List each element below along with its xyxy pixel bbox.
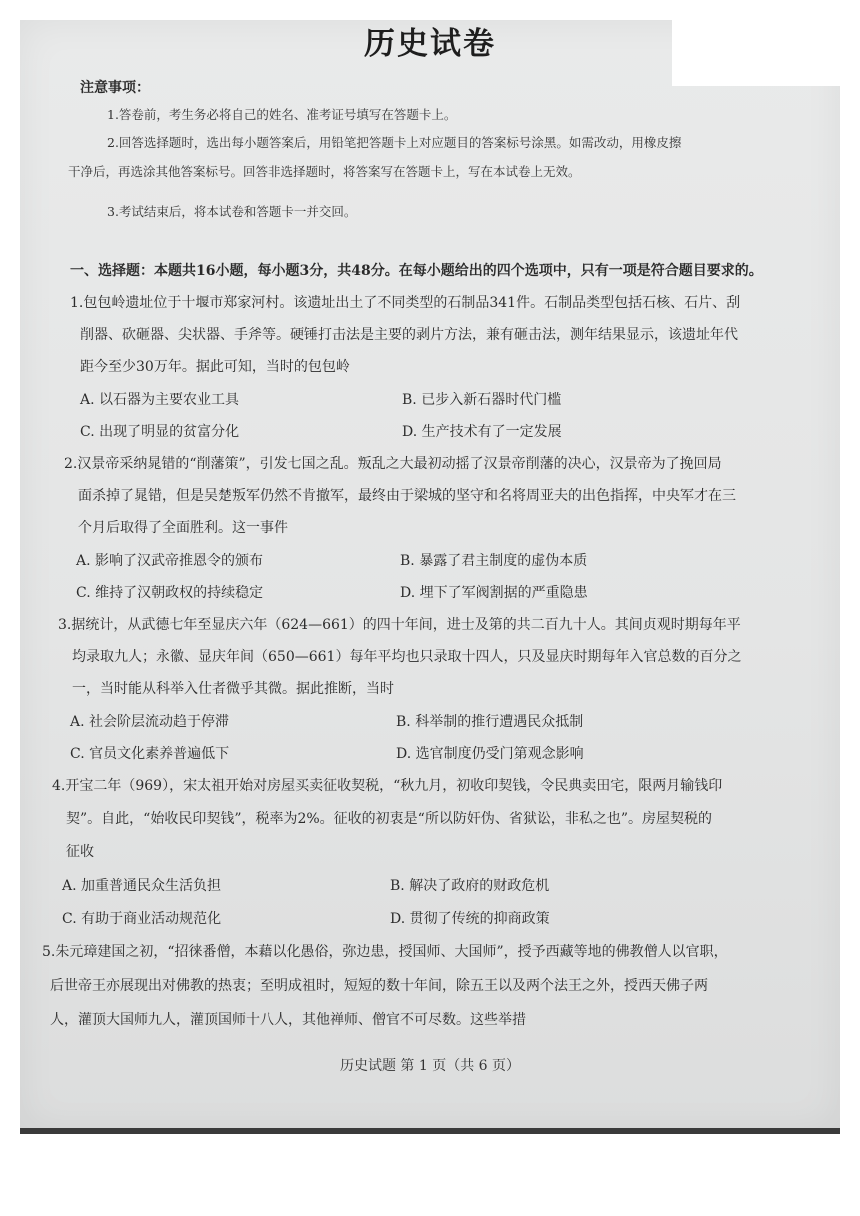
question-1-option-c: C. 出现了明显的贫富分化 [80, 424, 240, 440]
question-3-option-b: B. 科举制的推行遭遇民众抵制 [396, 714, 584, 730]
section-heading: 一、选择题：本题共16小题，每小题3分，共48分。在每小题给出的四个选项中，只有一项是符合题目要求的。 [70, 263, 763, 279]
notice-heading: 注意事项： [80, 80, 150, 96]
question-3-line-3: 一，当时能从科举入仕者微乎其微。据此推断，当时 [72, 681, 394, 697]
question-1-option-d: D. 生产技术有了一定发展 [402, 424, 562, 440]
question-5-line-3: 人，灌顶大国师九人，灌顶国师十八人，其他禅师、僧官不可尽数。这些举措 [50, 1012, 526, 1028]
question-4-line-1: 4.开宝二年（969），宋太祖开始对房屋买卖征收契税，“秋九月，初收印契钱，令民典卖田宅，限两月输钱印 [52, 778, 723, 794]
question-2-line-1: 2.汉景帝采纳晁错的“削藩策”，引发七国之乱。叛乱之大最初动摇了汉景帝削藩的决心，汉景帝为了挽回局 [64, 456, 722, 472]
question-1-line-1: 1.包包岭遗址位于十堰市郑家河村。该遗址出土了不同类型的石制品341件。石制品类型包括石核、石片、刮 [70, 295, 741, 311]
notice-line-1: 1.答卷前，考生务必将自己的姓名、准考证号填写在答题卡上。 [107, 107, 457, 122]
question-3-line-1: 3.据统计，从武德七年至显庆六年（624—661）的四十年间，进士及第的共二百九十人。其间贞观时期每年平 [58, 617, 741, 633]
notice-line-4: 3.考试结束后，将本试卷和答题卡一并交回。 [107, 204, 357, 219]
question-4-option-d: D. 贯彻了传统的抑商政策 [390, 911, 550, 927]
question-3-line-2: 均录取九人；永徽、显庆年间（650—661）每年平均也只录取十四人，只及显庆时期每年入官总数的百分之 [72, 649, 742, 665]
exam-sheet [20, 20, 840, 1132]
question-4-line-3: 征收 [66, 844, 94, 860]
page-footer: 历史试题 第 1 页（共 6 页） [339, 1058, 521, 1074]
question-3-option-a: A. 社会阶层流动趋于停滞 [70, 714, 230, 730]
question-2-option-d: D. 埋下了军阀割据的严重隐患 [400, 585, 588, 601]
notice-line-2: 2.回答选择题时，选出每小题答案后，用铅笔把答题卡上对应题目的答案标号涂黑。如需改动，用橡皮擦 [107, 135, 682, 150]
question-2-option-c: C. 维持了汉朝政权的持续稳定 [76, 585, 264, 601]
question-5-line-1: 5.朱元璋建国之初，“招徕番僧，本藉以化愚俗，弥边患，授国师、大国师”，授予西藏等地的佛教僧人以官职， [42, 944, 728, 960]
question-4-line-2: 契”。自此，“始收民印契钱”，税率为2%。征收的初衷是“所以防奸伪、省狱讼，非私之也”。房屋契税的 [66, 811, 712, 827]
question-1-line-2: 削器、砍砸器、尖状器、手斧等。硬锤打击法是主要的剥片方法，兼有砸击法，测年结果显示，该遗址年代 [80, 327, 738, 343]
question-2-line-3: 个月后取得了全面胜利。这一事件 [78, 520, 288, 536]
question-2-option-b: B. 暴露了君主制度的虚伪本质 [400, 553, 588, 569]
question-2-option-a: A. 影响了汉武帝推恩令的颁布 [76, 553, 264, 569]
question-3-option-d: D. 选官制度仍受门第观念影响 [396, 746, 584, 762]
sheet-bottom-edge [20, 1128, 840, 1134]
question-1-option-b: B. 已步入新石器时代门槛 [402, 392, 562, 408]
notice-line-3: 干净后，再选涂其他答案标号。回答非选择题时，将答案写在答题卡上，写在本试卷上无效。 [68, 164, 581, 179]
question-1-line-3: 距今至少30万年。据此可知，当时的包包岭 [80, 359, 350, 375]
question-4-option-c: C. 有助于商业活动规范化 [62, 911, 222, 927]
question-2-line-2: 面杀掉了晁错，但是吴楚叛军仍然不肯撤军，最终由于梁城的坚守和名将周亚夫的出色指挥，中央军才在三 [78, 488, 736, 504]
question-5-line-2: 后世帝王亦展现出对佛教的热衷；至明成祖时，短短的数十年间，除五王以及两个法王之外，授西天佛子两 [50, 978, 708, 994]
question-1-option-a: A. 以石器为主要农业工具 [80, 392, 240, 408]
question-4-option-a: A. 加重普通民众生活负担 [62, 878, 222, 894]
question-4-option-b: B. 解决了政府的财政危机 [390, 878, 550, 894]
page-title: 历史试卷 [364, 26, 496, 62]
question-3-option-c: C. 官员文化素养普遍低下 [70, 746, 230, 762]
